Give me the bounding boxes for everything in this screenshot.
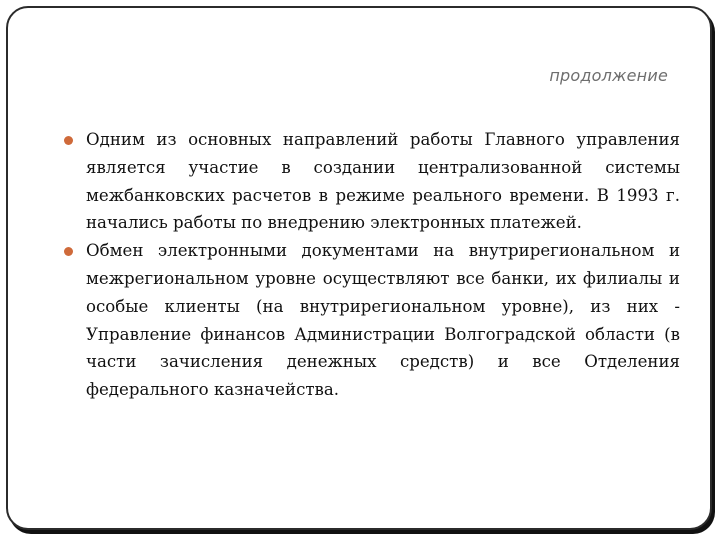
slide-subtitle: продолжение <box>549 66 668 85</box>
slide-frame <box>6 6 712 530</box>
bullet-item <box>86 237 680 404</box>
bullet-list <box>86 126 680 404</box>
bullet-dot-icon <box>64 247 73 256</box>
bullet-text: Обмен электронными документами на внутрирегиональном и межрегиональном уровне осуществляют все банки, их филиалы и особые клиенты (на внутрирегиональном уровне), из них - Управление финансов Администрации Волгоградской области (в части зачисления денежных средств) и все Отделения федерального казначейства. <box>86 241 680 400</box>
bullet-dot-icon <box>64 136 73 145</box>
bullet-item <box>86 126 680 237</box>
bullet-text: Одним из основных направлений работы Главного управления является участие в создании централизованной системы межбанковских расчетов в режиме реального времени. В 1993 г. начались работы по внедрению электронных платежей. <box>86 130 680 233</box>
